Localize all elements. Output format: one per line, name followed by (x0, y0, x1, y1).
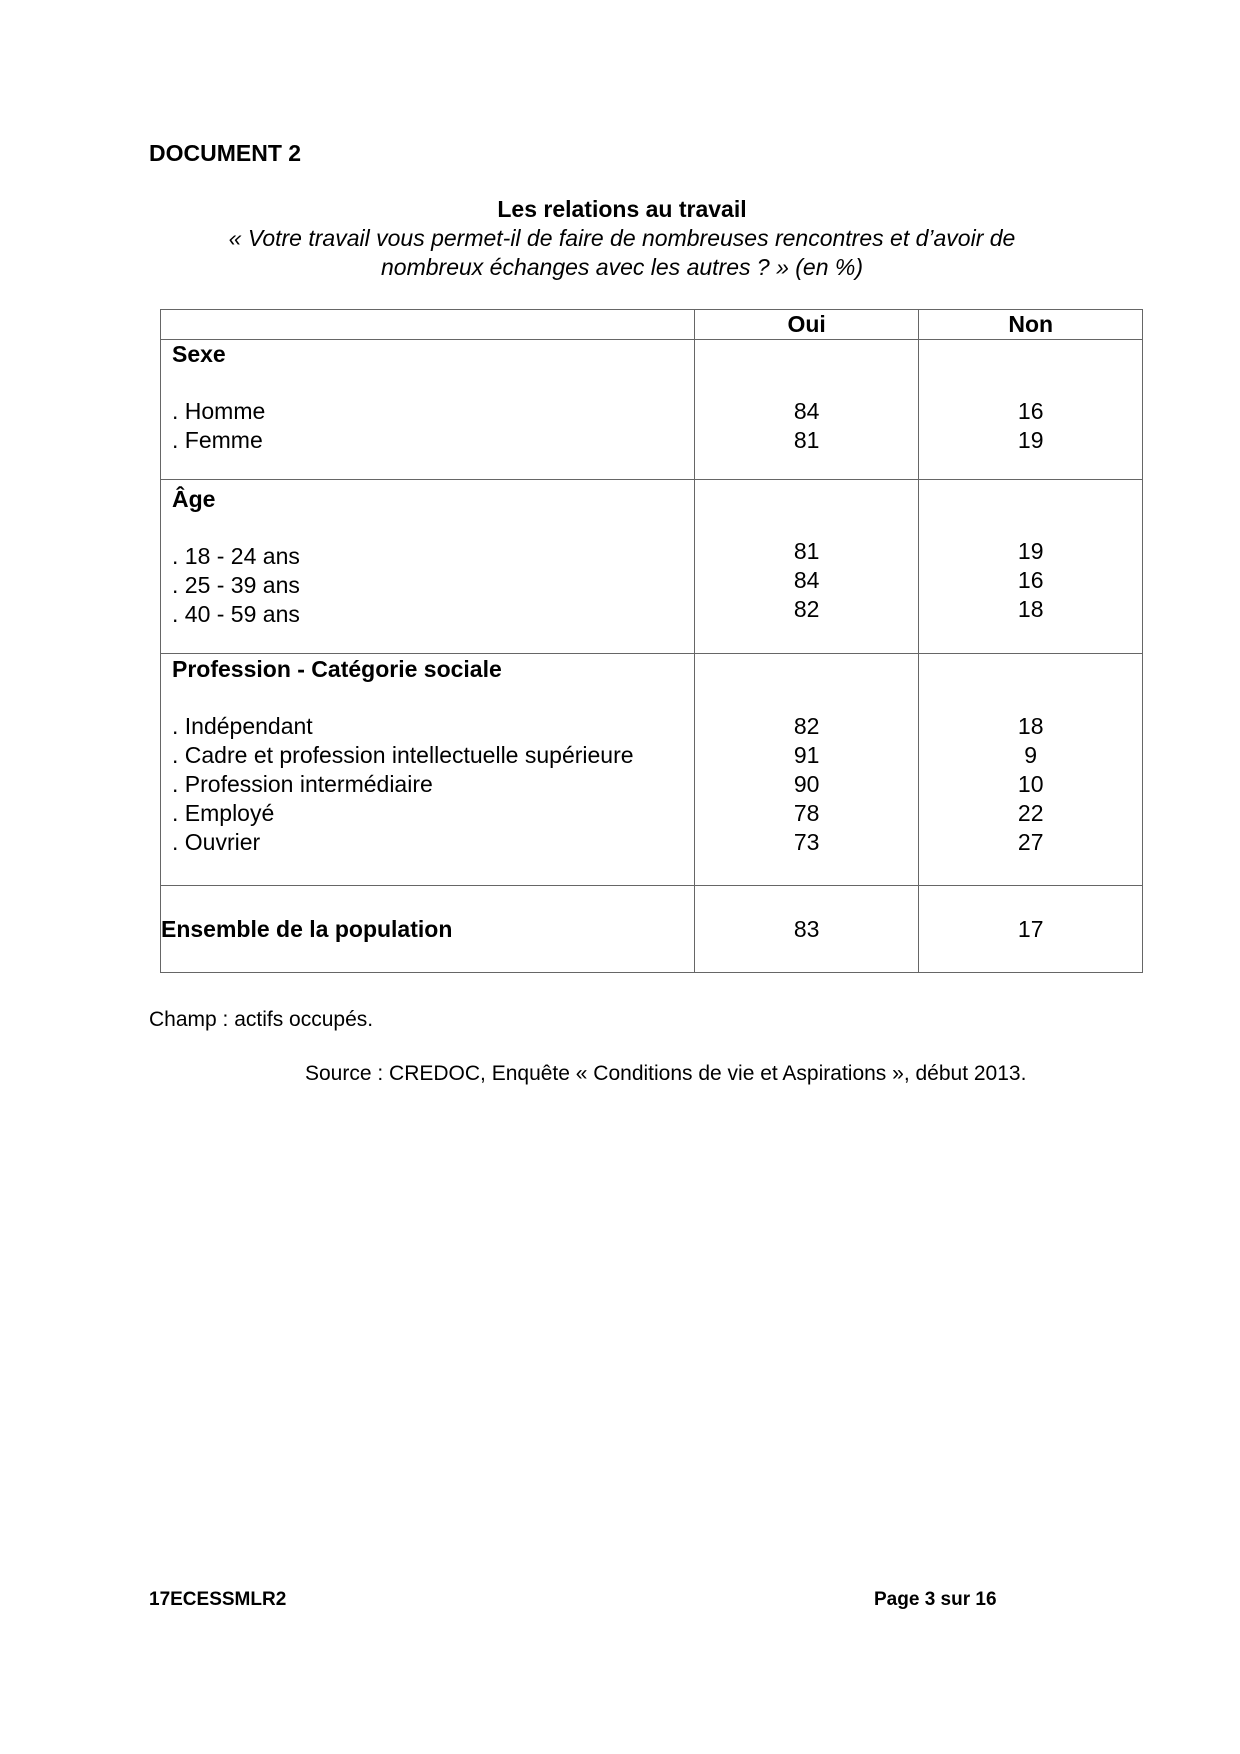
header-oui: Oui (694, 310, 919, 340)
non-value: 18 (1017, 713, 1044, 739)
table-subtitle: « Votre travail vous permet-il de faire de nombreuses rencontres et d’avoir de nombreux échanges avec les autres ? » (en %) (228, 225, 1016, 280)
total-non: 17 (919, 886, 1143, 973)
source-note: Source : CREDOC, Enquête « Conditions de vie et Aspirations », début 2013. (305, 1062, 1027, 1085)
non-value: 19 (1017, 427, 1044, 453)
group-cell-oui (694, 340, 919, 480)
oui-value: 73 (793, 829, 820, 855)
row-label: . 18 - 24 ans (172, 543, 300, 569)
group-row-sexe (161, 340, 1143, 480)
row-label: . Ouvrier (172, 829, 261, 855)
row-label: . Homme (172, 398, 266, 424)
row-label: . 40 - 59 ans (172, 601, 300, 627)
total-oui: 83 (694, 886, 919, 973)
row-label: . Profession intermédiaire (172, 771, 433, 797)
group-cell-oui (694, 480, 919, 654)
non-value: 10 (1017, 771, 1044, 797)
title-block (149, 195, 1095, 282)
footer-code: 17ECESSMLR2 (149, 1589, 287, 1610)
header-category (161, 310, 695, 340)
group-row-age (161, 480, 1143, 654)
oui-value: 82 (793, 596, 820, 622)
oui-value: 82 (793, 713, 820, 739)
non-value: 27 (1017, 829, 1044, 855)
oui-value: 84 (793, 398, 820, 424)
footer-page-number: Page 3 sur 16 (874, 1589, 997, 1610)
oui-value: 81 (793, 427, 820, 453)
survey-table (160, 309, 1143, 973)
row-label: . 25 - 39 ans (172, 572, 300, 598)
group-cell-non (919, 340, 1143, 480)
oui-value: 81 (793, 538, 820, 564)
group-cell-labels (161, 654, 695, 886)
header-row (161, 310, 1143, 340)
table-title: Les relations au travail (497, 196, 747, 222)
group-cell-labels (161, 340, 695, 480)
non-value: 9 (1024, 742, 1038, 768)
non-value: 22 (1017, 800, 1044, 826)
total-row (161, 886, 1143, 973)
group-cell-non (919, 480, 1143, 654)
header-non: Non (919, 310, 1143, 340)
non-value: 19 (1017, 538, 1044, 564)
oui-value: 78 (793, 800, 820, 826)
oui-value: 84 (793, 567, 820, 593)
row-label: . Cadre et profession intellectuelle supérieure (172, 742, 634, 768)
group-cell-oui (694, 654, 919, 886)
group-cell-non (919, 654, 1143, 886)
non-value: 16 (1017, 398, 1044, 424)
row-label: . Indépendant (172, 713, 313, 739)
group-cell-labels (161, 480, 695, 654)
group-row-profession (161, 654, 1143, 886)
oui-value: 91 (793, 742, 820, 768)
group-label-profession: Profession - Catégorie sociale (172, 656, 502, 682)
row-label: . Femme (172, 427, 263, 453)
document-label: DOCUMENT 2 (149, 140, 302, 166)
non-value: 18 (1017, 596, 1044, 622)
non-value: 16 (1017, 567, 1044, 593)
oui-value: 90 (793, 771, 820, 797)
group-label-age: Âge (172, 486, 216, 512)
group-label-sexe: Sexe (172, 341, 226, 367)
total-label: Ensemble de la population (161, 886, 695, 973)
scope-note: Champ : actifs occupés. (149, 1008, 374, 1031)
row-label: . Employé (172, 800, 275, 826)
